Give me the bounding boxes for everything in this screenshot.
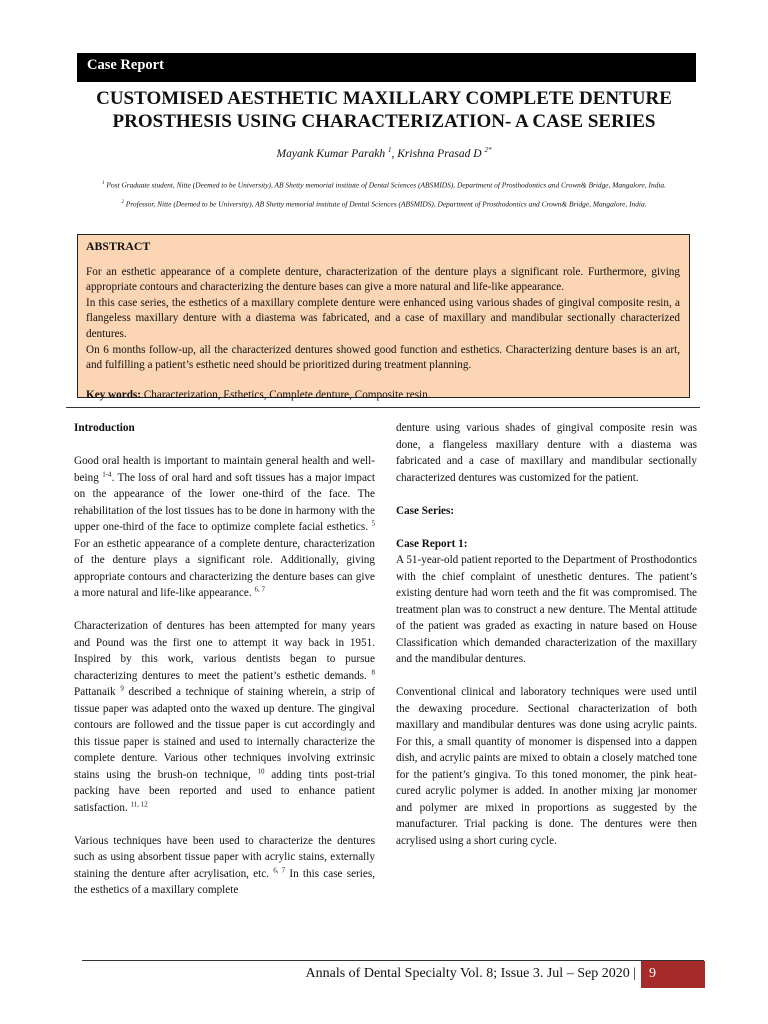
citation: 6, 7	[254, 585, 265, 594]
intro-paragraph-3: Various techniques have been used to characterize the dentures such as using absorbent tissue paper with acrylic stains, externally staining the denture after acrylisation, etc. $^{6, 7}$ In this case series, the esthetics of a maxillary complete	[74, 834, 376, 896]
abstract-box	[77, 234, 690, 401]
citation: 11, 12	[130, 799, 148, 808]
affiliation-1-text: Post Graduate student, Nitte (Deemed to be University), AB Shetty memorial institute of Dental Sciences (ABSMIDS), Department of Prosthodontics and Crown& Bridge, Mangalore, India.	[104, 180, 666, 190]
keywords	[86, 388, 680, 404]
article-type-label: Case Report	[87, 57, 164, 73]
abstract-para-3: On 6 months follow-up, all the characterized dentures showed good function and esthetics. Characterizing denture bases is an art, and fulfilling a patient’s esthetic need should be prioritized during treatment planning.	[86, 343, 680, 372]
author-2-sup: 2*	[484, 146, 492, 154]
author-1-sup: 1	[387, 146, 392, 154]
citation: 1-4	[102, 469, 112, 478]
citation: 6, 7	[273, 865, 286, 874]
intro-paragraph-2: Characterization of dentures has been attempted for many years and Pound was the first one to attempt it way back in 1951. Inspired by this work, various dentists began to pursue characterizing dentures to meet the patient’s esthetic demands. $^8$ Pattanaik $^9$ described a technique of staining wherein, a strip of tissue paper was adapted onto the waxed up denture. The gingival contours are followed and the tissue paper is cut accordingly and this tissue paper is stained and used to internally characterize the complete denture. Various other techniques involving extrinsic stains using the brush-on technique, $^{10}$ adding tints post-trial packing have been reported and used to enhance patient satisfaction. $^{11, 12}$	[74, 620, 375, 814]
abstract-para-1: For an esthetic appearance of a complete denture, characterization of the denture plays a significant role. Furthermore, giving appropriate contours and characterizing the denture bases can give a more natural and life-like appearance.	[86, 265, 680, 294]
author-1: Mayank Kumar Parakh	[276, 147, 388, 160]
author-2: Krishna Prasad D	[397, 147, 485, 160]
citation: 10	[257, 766, 265, 775]
keywords-label: Key words:	[86, 388, 141, 401]
citation: 9	[120, 684, 124, 693]
keywords-text: Characterization, Esthetics, Complete denture, Composite resin.	[141, 388, 431, 401]
section-divider	[66, 407, 700, 408]
left-column	[74, 420, 375, 899]
abstract-heading: ABSTRACT	[86, 239, 151, 253]
author-list	[60, 146, 708, 160]
affiliation-2	[78, 198, 690, 209]
title-line-1: CUSTOMISED AESTHETIC MAXILLARY COMPLETE DENTURE	[96, 88, 672, 109]
journal-citation: Annals of Dental Specialty Vol. 8; Issue 3. Jul – Sep 2020 |	[305, 966, 636, 981]
introduction-heading: Introduction	[74, 422, 135, 434]
abstract-para-2: In this case series, the esthetics of a maxillary complete denture were enhanced using various shades of gingival composite resin, a flangeless maxillary denture with a diastema was fabricated, and a case of maxillary and mandibular sectionally characterized dentures.	[86, 296, 680, 340]
affiliation-1	[78, 179, 690, 190]
page-number: 9	[649, 966, 656, 981]
paper-title	[60, 87, 708, 133]
affiliation-2-text: Professor, Nitte (Deemed to be University), AB Shetty memorial institute of Dental Sciences (ABSMIDS), Department of Prosthodontics and Crown& Bridge, Mangalore, India.	[123, 199, 647, 209]
intro-paragraph-1: Good oral health is important to maintain general health and well-being $^{1-4}$. The loss of oral hard and soft tissues has a major impact on the appearance of the lower one-third of the face. The rehabilitation of the lost tissues has to be done in harmony with the upper one-third of the face to optimize complete facial esthetics. $^5$ For an esthetic appearance of a complete denture, characterization of the denture plays a significant role. Additionally, giving appropriate contours and characterizing the denture bases can give a more natural and life-like appearance. $^{6, 7}$	[74, 455, 375, 599]
right-column	[396, 420, 697, 849]
page-number-box	[641, 961, 705, 988]
affiliation-1-sup: 1	[102, 181, 105, 186]
title-line-2: PROSTHESIS USING CHARACTERIZATION- A CASE SERIES	[112, 111, 656, 132]
citation: 8	[371, 667, 375, 676]
case-report-paragraph-2: Conventional clinical and laboratory techniques were used until the dewaxing procedure. Sectional characterization of both maxillary and mandibular dentures was done using acrylic paints. For this, a small quantity of monomer is dispensed into a dappen dish, and acrylic paints are mixed to obtain a closely matched tone for the patient’s gingiva. To this toned monomer, the pink heat-cured acrylic polymer is added. In another mixing jar monomer and polymer are mixed in proportions as suggested by the manufacturer. Trial packing is done. The dentures were then acrylised using a short curing cycle.	[396, 686, 697, 847]
citation: 5	[371, 519, 375, 528]
article-type-bar	[77, 53, 696, 82]
affiliation-2-sup: 2	[121, 200, 124, 205]
author-separator: ,	[391, 147, 398, 160]
continued-paragraph: denture using various shades of gingival composite resin was done, a flangeless maxillary denture with a diastema was fabricated and a case of maxillary and mandibular sectionally characterized dentures was customized for the patient.	[396, 422, 697, 484]
footer-divider	[82, 960, 704, 961]
case-report-1-heading: Case Report 1:	[396, 537, 468, 550]
case-report-paragraph-1: A 51-year-old patient reported to the Department of Prosthodontics with the chief complaint of unesthetic dentures. The patient’s existing denture had worn teeth and the fit was compromised. The treatment plan was to construct a new denture. The Mental attitude of the patient was graded as exacting in nature based on House Classification which demanded characterization of the maxillary and the mandibular dentures.	[396, 554, 697, 665]
case-series-heading: Case Series:	[396, 504, 455, 517]
